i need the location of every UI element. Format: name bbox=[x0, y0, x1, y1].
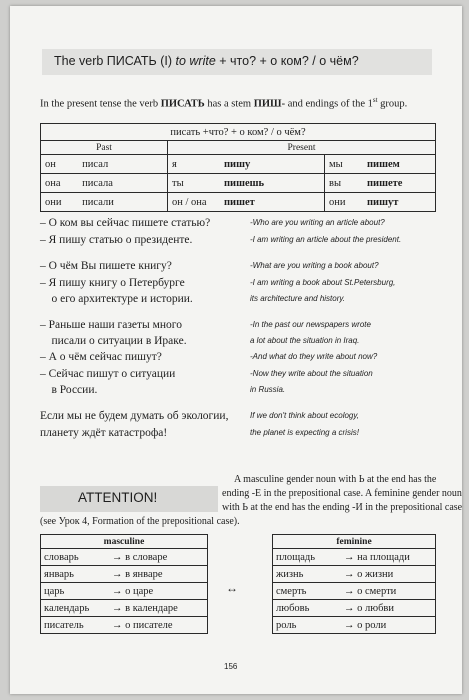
attention-rule-line4: (see Урок 4, Formation of the prepositional case). bbox=[40, 516, 240, 527]
noun-cell: писатель bbox=[41, 617, 110, 634]
dialogue-ru: – Раньше наши газеты много bbox=[40, 319, 182, 331]
table-row bbox=[273, 600, 436, 617]
dialogue-en: -I am writing an article about the president. bbox=[250, 235, 402, 244]
conjugation-header: писать +что? + о ком? / о чём? bbox=[41, 124, 436, 141]
dialogue-ru: – О ком вы сейчас пишете статью? bbox=[40, 217, 211, 229]
form-cell: → о смерти bbox=[341, 583, 436, 600]
textbook-page bbox=[10, 6, 462, 694]
dialogue-ru: планету ждёт катастрофа! bbox=[40, 427, 168, 439]
form-cell: → в словаре bbox=[109, 549, 208, 566]
table-row bbox=[41, 617, 208, 634]
noun-cell: смерть bbox=[273, 583, 342, 600]
attention-rule-line2: ending -Е in the prepositional case. A feminine gender noun bbox=[222, 488, 462, 499]
noun-cell: календарь bbox=[41, 600, 110, 617]
intro-post2: group. bbox=[377, 98, 408, 110]
dialogue-en: If we don't think about ecology, bbox=[250, 411, 360, 420]
plural-form: пишут bbox=[363, 193, 436, 212]
noun-cell: любовь bbox=[273, 600, 342, 617]
conjugation-table bbox=[40, 123, 436, 212]
form-cell: → в январе bbox=[109, 566, 208, 583]
singular-form: пишу bbox=[220, 155, 325, 174]
table-row bbox=[41, 155, 436, 174]
present-label: Present bbox=[168, 141, 436, 155]
noun-cell: словарь bbox=[41, 549, 110, 566]
form-cell: → о любви bbox=[341, 600, 436, 617]
title-part2: + что? + о ком? / о чём? bbox=[219, 54, 359, 68]
form-cell: → в календаре bbox=[109, 600, 208, 617]
attention-rule-line1: A masculine gender noun with Ь at the end has the bbox=[234, 474, 437, 485]
intro-post1: and endings of the 1 bbox=[285, 98, 373, 110]
table-row bbox=[41, 600, 208, 617]
past-form: писала bbox=[78, 174, 167, 193]
singular-form: пишешь bbox=[220, 174, 325, 193]
past-label: Past bbox=[41, 141, 168, 155]
dialogue-ru: – О чём Вы пишете книгу? bbox=[40, 260, 172, 272]
table-row bbox=[41, 566, 208, 583]
form-cell: → о писателе bbox=[109, 617, 208, 634]
intro-mid: has a stem bbox=[204, 98, 254, 110]
intro-sentence bbox=[40, 96, 407, 110]
dialogue-ru: – Сейчас пишут о ситуации bbox=[40, 368, 176, 380]
dialogue-ru: – Я пишу книгу о Петербурге bbox=[40, 277, 185, 289]
past-form: писали bbox=[78, 193, 167, 212]
title-part1: The verb ПИСАТЬ (I) bbox=[54, 54, 172, 68]
dialogue-ru: о его архитектуре и истории. bbox=[40, 293, 193, 305]
dialogue-en: a lot about the situation in Iraq. bbox=[250, 336, 360, 345]
table-row bbox=[41, 549, 208, 566]
title-italic: to write bbox=[175, 54, 216, 68]
table-row bbox=[273, 549, 436, 566]
intro-pre: In the present tense the verb bbox=[40, 98, 161, 110]
page-title bbox=[54, 54, 359, 68]
singular-pronoun: ты bbox=[168, 174, 221, 193]
dialogue-en: the planet is expecting a crisis! bbox=[250, 428, 359, 437]
form-cell: → на площади bbox=[341, 549, 436, 566]
dialogue-ru: писали о ситуации в Ираке. bbox=[40, 335, 187, 347]
feminine-table bbox=[272, 534, 436, 634]
dialogue-en: -Who are you writing an article about? bbox=[250, 218, 385, 227]
table-row bbox=[41, 583, 208, 600]
noun-cell: январь bbox=[41, 566, 110, 583]
dialogue-en: -I am writing a book about St.Petersburg, bbox=[250, 278, 396, 287]
dialogue-ru: – А о чём сейчас пишут? bbox=[40, 351, 162, 363]
dialogue-en: -What are you writing a book about? bbox=[250, 261, 379, 270]
dialogue-en: -In the past our newspapers wrote bbox=[250, 320, 371, 329]
table-row bbox=[41, 174, 436, 193]
noun-cell: роль bbox=[273, 617, 342, 634]
table-row bbox=[273, 617, 436, 634]
intro-verb: ПИСАТЬ bbox=[160, 98, 205, 110]
past-pronoun: она bbox=[41, 174, 79, 193]
dialogue-en: its architecture and history. bbox=[250, 294, 346, 303]
noun-cell: жизнь bbox=[273, 566, 342, 583]
double-arrow-icon: ↔ bbox=[226, 581, 238, 595]
past-pronoun: они bbox=[41, 193, 79, 212]
attention-label: ATTENTION! bbox=[78, 490, 158, 505]
plural-form: пишете bbox=[363, 174, 436, 193]
intro-sup: st bbox=[372, 96, 378, 104]
form-cell: → о роли bbox=[341, 617, 436, 634]
singular-form: пишет bbox=[220, 193, 325, 212]
dialogue-ru: Если мы не будем думать об экологии, bbox=[40, 410, 229, 422]
attention-band bbox=[40, 486, 218, 512]
plural-pronoun: мы bbox=[325, 155, 364, 174]
dialogue-en: in Russia. bbox=[250, 385, 286, 394]
intro-stem: ПИШ- bbox=[253, 98, 286, 110]
form-cell: → о жизни bbox=[341, 566, 436, 583]
table-row bbox=[41, 193, 436, 212]
dialogue-ru: – Я пишу статью о президенте. bbox=[40, 234, 193, 246]
table-row bbox=[273, 583, 436, 600]
noun-cell: площадь bbox=[273, 549, 342, 566]
dialogue-en: -And what do they write about now? bbox=[250, 352, 378, 361]
table-row bbox=[273, 566, 436, 583]
masculine-header: masculine bbox=[41, 535, 208, 549]
past-pronoun: он bbox=[41, 155, 79, 174]
dialogue-ru: в России. bbox=[40, 384, 98, 396]
page-number: 156 bbox=[224, 662, 238, 671]
noun-cell: царь bbox=[41, 583, 110, 600]
plural-pronoun: вы bbox=[325, 174, 364, 193]
form-cell: → о царе bbox=[109, 583, 208, 600]
attention-rule-line3: with Ь at the end has the ending -И in the prepositional case bbox=[222, 502, 463, 513]
masculine-table bbox=[40, 534, 208, 634]
feminine-header: feminine bbox=[273, 535, 436, 549]
plural-pronoun: они bbox=[325, 193, 364, 212]
past-form: писал bbox=[78, 155, 167, 174]
dialogue-en: -Now they write about the situation bbox=[250, 369, 373, 378]
title-band bbox=[42, 49, 432, 75]
plural-form: пишем bbox=[363, 155, 436, 174]
singular-pronoun: он / она bbox=[168, 193, 221, 212]
singular-pronoun: я bbox=[168, 155, 221, 174]
